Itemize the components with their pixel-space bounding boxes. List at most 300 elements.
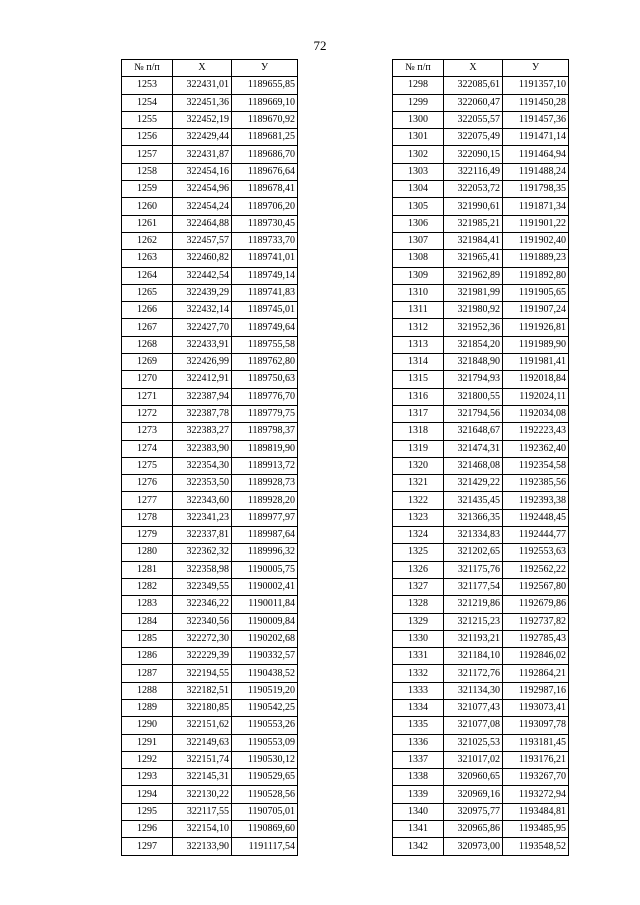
cell-number: 1306: [393, 215, 444, 232]
cell-y: 1192448,45: [503, 509, 569, 526]
table-row: [122, 423, 298, 440]
cell-number: 1302: [393, 146, 444, 163]
cell-x: 322433,91: [173, 336, 232, 353]
cell-x: 322085,61: [444, 77, 503, 94]
cell-number: 1272: [122, 405, 173, 422]
cell-number: 1255: [122, 111, 173, 128]
cell-x: 322442,54: [173, 267, 232, 284]
cell-number: 1276: [122, 475, 173, 492]
cell-x: 322229,39: [173, 648, 232, 665]
cell-number: 1281: [122, 561, 173, 578]
cell-x: 322133,90: [173, 838, 232, 855]
cell-x: 322151,62: [173, 717, 232, 734]
table-row: [393, 181, 569, 198]
table-row: [122, 405, 298, 422]
cell-x: 320965,86: [444, 821, 503, 838]
cell-number: 1305: [393, 198, 444, 215]
cell-number: 1296: [122, 821, 173, 838]
cell-number: 1259: [122, 181, 173, 198]
table-row: [393, 267, 569, 284]
table-row: [393, 665, 569, 682]
table-row: [393, 129, 569, 146]
cell-y: 1193272,94: [503, 786, 569, 803]
cell-number: 1287: [122, 665, 173, 682]
cell-number: 1267: [122, 319, 173, 336]
cell-number: 1329: [393, 613, 444, 630]
cell-x: 321202,65: [444, 544, 503, 561]
cell-x: 321648,67: [444, 423, 503, 440]
cell-number: 1256: [122, 129, 173, 146]
header-number: № п/п: [122, 60, 173, 77]
table-row: [122, 181, 298, 198]
cell-x: 321985,21: [444, 215, 503, 232]
cell-x: 322454,16: [173, 163, 232, 180]
cell-number: 1254: [122, 94, 173, 111]
table-row: [122, 821, 298, 838]
cell-number: 1303: [393, 163, 444, 180]
cell-y: 1192864,21: [503, 665, 569, 682]
cell-x: 321334,83: [444, 527, 503, 544]
table-row: [122, 163, 298, 180]
table-row: [122, 371, 298, 388]
cell-y: 1189741,83: [232, 284, 298, 301]
table-row: [393, 111, 569, 128]
table-row: [393, 232, 569, 249]
cell-number: 1311: [393, 302, 444, 319]
cell-number: 1294: [122, 786, 173, 803]
cell-number: 1280: [122, 544, 173, 561]
cell-number: 1266: [122, 302, 173, 319]
cell-y: 1193484,81: [503, 803, 569, 820]
cell-number: 1286: [122, 648, 173, 665]
table-row: [122, 457, 298, 474]
table-row: [393, 163, 569, 180]
table-row: [122, 613, 298, 630]
cell-y: 1191117,54: [232, 838, 298, 855]
cell-y: 1192567,80: [503, 578, 569, 595]
cell-y: 1193267,70: [503, 769, 569, 786]
cell-x: 322383,90: [173, 440, 232, 457]
table-row: [122, 561, 298, 578]
cell-number: 1320: [393, 457, 444, 474]
cell-x: 322383,27: [173, 423, 232, 440]
cell-y: 1189670,92: [232, 111, 298, 128]
cell-x: 322353,50: [173, 475, 232, 492]
cell-y: 1190005,75: [232, 561, 298, 578]
cell-number: 1330: [393, 630, 444, 647]
cell-number: 1270: [122, 371, 173, 388]
cell-x: 321435,45: [444, 492, 503, 509]
cell-x: 321474,31: [444, 440, 503, 457]
table-row: [393, 215, 569, 232]
cell-number: 1323: [393, 509, 444, 526]
coordinates-table-left: [121, 59, 298, 856]
cell-x: 322452,19: [173, 111, 232, 128]
cell-number: 1288: [122, 682, 173, 699]
cell-y: 1189750,63: [232, 371, 298, 388]
cell-number: 1277: [122, 492, 173, 509]
cell-y: 1189819,90: [232, 440, 298, 457]
cell-x: 321184,10: [444, 648, 503, 665]
table-row: [122, 492, 298, 509]
table-row: [122, 198, 298, 215]
cell-x: 321175,76: [444, 561, 503, 578]
table-row: [393, 388, 569, 405]
table-row: [393, 440, 569, 457]
cell-x: 321193,21: [444, 630, 503, 647]
cell-number: 1319: [393, 440, 444, 457]
table-row: [393, 648, 569, 665]
cell-number: 1297: [122, 838, 173, 855]
cell-number: 1298: [393, 77, 444, 94]
table-row: [393, 734, 569, 751]
table-row: [122, 284, 298, 301]
cell-y: 1189996,32: [232, 544, 298, 561]
table-row: [393, 423, 569, 440]
cell-y: 1192679,86: [503, 596, 569, 613]
cell-y: 1189928,20: [232, 492, 298, 509]
cell-y: 1189749,14: [232, 267, 298, 284]
cell-y: 1189755,58: [232, 336, 298, 353]
cell-x: 322464,88: [173, 215, 232, 232]
cell-x: 321366,35: [444, 509, 503, 526]
coordinates-table-right: [392, 59, 569, 856]
cell-number: 1293: [122, 769, 173, 786]
cell-y: 1191457,36: [503, 111, 569, 128]
cell-y: 1191871,34: [503, 198, 569, 215]
cell-number: 1264: [122, 267, 173, 284]
cell-x: 322346,22: [173, 596, 232, 613]
table-row: [393, 146, 569, 163]
cell-x: 321134,30: [444, 682, 503, 699]
cell-y: 1193181,45: [503, 734, 569, 751]
header-x: Х: [173, 60, 232, 77]
cell-number: 1309: [393, 267, 444, 284]
cell-x: 322151,74: [173, 751, 232, 768]
cell-y: 1189762,80: [232, 354, 298, 371]
cell-x: 321468,08: [444, 457, 503, 474]
cell-number: 1325: [393, 544, 444, 561]
cell-y: 1189706,20: [232, 198, 298, 215]
cell-number: 1283: [122, 596, 173, 613]
table-row: [122, 111, 298, 128]
cell-number: 1263: [122, 250, 173, 267]
table-row: [122, 440, 298, 457]
table-row: [393, 302, 569, 319]
table-row: [122, 648, 298, 665]
table-row: [393, 786, 569, 803]
cell-number: 1290: [122, 717, 173, 734]
cell-x: 322340,56: [173, 613, 232, 630]
cell-y: 1192018,84: [503, 371, 569, 388]
cell-y: 1192846,02: [503, 648, 569, 665]
cell-x: 322053,72: [444, 181, 503, 198]
cell-number: 1324: [393, 527, 444, 544]
cell-x: 321984,41: [444, 232, 503, 249]
header-number: № п/п: [393, 60, 444, 77]
cell-number: 1315: [393, 371, 444, 388]
cell-y: 1189741,01: [232, 250, 298, 267]
cell-y: 1192024,11: [503, 388, 569, 405]
cell-y: 1189749,64: [232, 319, 298, 336]
cell-number: 1284: [122, 613, 173, 630]
cell-y: 1192785,43: [503, 630, 569, 647]
cell-x: 322454,24: [173, 198, 232, 215]
cell-y: 1191901,22: [503, 215, 569, 232]
cell-y: 1189669,10: [232, 94, 298, 111]
cell-number: 1273: [122, 423, 173, 440]
cell-number: 1310: [393, 284, 444, 301]
table-row: [122, 475, 298, 492]
table-row: [122, 354, 298, 371]
cell-y: 1192393,38: [503, 492, 569, 509]
table-row: [393, 544, 569, 561]
cell-y: 1191357,10: [503, 77, 569, 94]
cell-y: 1189987,64: [232, 527, 298, 544]
cell-x: 322337,81: [173, 527, 232, 544]
cell-number: 1335: [393, 717, 444, 734]
cell-y: 1189686,70: [232, 146, 298, 163]
cell-x: 321965,41: [444, 250, 503, 267]
cell-number: 1328: [393, 596, 444, 613]
cell-y: 1190438,52: [232, 665, 298, 682]
table-row: [393, 371, 569, 388]
table-row: [393, 250, 569, 267]
cell-number: 1338: [393, 769, 444, 786]
cell-y: 1193073,41: [503, 699, 569, 716]
cell-x: 321980,92: [444, 302, 503, 319]
cell-y: 1190002,41: [232, 578, 298, 595]
cell-number: 1313: [393, 336, 444, 353]
cell-y: 1190011,84: [232, 596, 298, 613]
cell-x: 322145,31: [173, 769, 232, 786]
cell-x: 321981,99: [444, 284, 503, 301]
cell-x: 322358,98: [173, 561, 232, 578]
cell-y: 1191905,65: [503, 284, 569, 301]
table-row: [393, 475, 569, 492]
table-row: [122, 77, 298, 94]
cell-y: 1190519,20: [232, 682, 298, 699]
cell-x: 321172,76: [444, 665, 503, 682]
cell-x: 322154,10: [173, 821, 232, 838]
cell-number: 1295: [122, 803, 173, 820]
table-row: [393, 561, 569, 578]
table-row: [393, 630, 569, 647]
table-row: [393, 336, 569, 353]
table-row: [122, 734, 298, 751]
cell-number: 1337: [393, 751, 444, 768]
table-row: [122, 578, 298, 595]
cell-number: 1312: [393, 319, 444, 336]
cell-y: 1189798,37: [232, 423, 298, 440]
cell-y: 1189681,25: [232, 129, 298, 146]
cell-number: 1333: [393, 682, 444, 699]
cell-number: 1257: [122, 146, 173, 163]
table-row: [122, 319, 298, 336]
cell-number: 1282: [122, 578, 173, 595]
cell-number: 1340: [393, 803, 444, 820]
cell-y: 1189928,73: [232, 475, 298, 492]
table-row: [393, 821, 569, 838]
table-row: [122, 596, 298, 613]
table-row: [122, 146, 298, 163]
cell-y: 1191450,28: [503, 94, 569, 111]
cell-y: 1192553,63: [503, 544, 569, 561]
cell-x: 322116,49: [444, 163, 503, 180]
table-row: [393, 838, 569, 855]
cell-y: 1189977,97: [232, 509, 298, 526]
cell-x: 322182,51: [173, 682, 232, 699]
cell-number: 1301: [393, 129, 444, 146]
cell-x: 322362,32: [173, 544, 232, 561]
cell-number: 1308: [393, 250, 444, 267]
header-x: Х: [444, 60, 503, 77]
cell-y: 1192737,82: [503, 613, 569, 630]
table-row: [122, 769, 298, 786]
cell-number: 1262: [122, 232, 173, 249]
cell-y: 1193097,78: [503, 717, 569, 734]
cell-y: 1190202,68: [232, 630, 298, 647]
table-row: [393, 354, 569, 371]
cell-number: 1332: [393, 665, 444, 682]
cell-x: 322194,55: [173, 665, 232, 682]
cell-x: 322431,87: [173, 146, 232, 163]
cell-x: 322055,57: [444, 111, 503, 128]
cell-number: 1331: [393, 648, 444, 665]
cell-y: 1189913,72: [232, 457, 298, 474]
cell-number: 1258: [122, 163, 173, 180]
table-row: [393, 803, 569, 820]
cell-y: 1189779,75: [232, 405, 298, 422]
cell-y: 1192385,56: [503, 475, 569, 492]
table-row: [393, 94, 569, 111]
cell-x: 322457,57: [173, 232, 232, 249]
cell-x: 322180,85: [173, 699, 232, 716]
cell-number: 1278: [122, 509, 173, 526]
cell-x: 321854,20: [444, 336, 503, 353]
cell-number: 1291: [122, 734, 173, 751]
cell-x: 322090,15: [444, 146, 503, 163]
table-row: [122, 803, 298, 820]
cell-y: 1192444,77: [503, 527, 569, 544]
cell-number: 1334: [393, 699, 444, 716]
table-row: [393, 492, 569, 509]
cell-x: 322149,63: [173, 734, 232, 751]
table-row: [393, 198, 569, 215]
cell-x: 322460,82: [173, 250, 232, 267]
table-row: [393, 769, 569, 786]
cell-y: 1191902,40: [503, 232, 569, 249]
table-row: [122, 215, 298, 232]
table-row: [393, 284, 569, 301]
table-header-row: [393, 60, 569, 77]
cell-x: 322387,94: [173, 388, 232, 405]
cell-number: 1299: [393, 94, 444, 111]
cell-number: 1289: [122, 699, 173, 716]
cell-y: 1190530,12: [232, 751, 298, 768]
cell-y: 1191981,41: [503, 354, 569, 371]
cell-number: 1300: [393, 111, 444, 128]
table-row: [393, 596, 569, 613]
cell-x: 322354,30: [173, 457, 232, 474]
cell-x: 320975,77: [444, 803, 503, 820]
cell-y: 1189730,45: [232, 215, 298, 232]
cell-y: 1191471,14: [503, 129, 569, 146]
cell-number: 1314: [393, 354, 444, 371]
cell-number: 1269: [122, 354, 173, 371]
cell-y: 1189776,70: [232, 388, 298, 405]
cell-x: 321177,54: [444, 578, 503, 595]
cell-number: 1317: [393, 405, 444, 422]
table-row: [393, 699, 569, 716]
cell-y: 1190529,65: [232, 769, 298, 786]
cell-x: 322075,49: [444, 129, 503, 146]
cell-y: 1190705,01: [232, 803, 298, 820]
cell-number: 1271: [122, 388, 173, 405]
cell-y: 1192987,16: [503, 682, 569, 699]
cell-number: 1326: [393, 561, 444, 578]
table-row: [122, 717, 298, 734]
cell-y: 1191907,24: [503, 302, 569, 319]
cell-y: 1190542,25: [232, 699, 298, 716]
cell-y: 1191889,23: [503, 250, 569, 267]
cell-x: 322432,14: [173, 302, 232, 319]
cell-x: 321848,90: [444, 354, 503, 371]
cell-x: 321429,22: [444, 475, 503, 492]
table-row: [393, 527, 569, 544]
cell-x: 322341,23: [173, 509, 232, 526]
cell-y: 1190528,56: [232, 786, 298, 803]
table-row: [122, 786, 298, 803]
cell-y: 1190869,60: [232, 821, 298, 838]
cell-y: 1190009,84: [232, 613, 298, 630]
table-row: [393, 77, 569, 94]
table-row: [393, 613, 569, 630]
cell-y: 1192223,43: [503, 423, 569, 440]
table-row: [122, 838, 298, 855]
cell-number: 1318: [393, 423, 444, 440]
header-y: У: [232, 60, 298, 77]
table-row: [122, 302, 298, 319]
table-row: [393, 319, 569, 336]
cell-number: 1342: [393, 838, 444, 855]
table-row: [122, 544, 298, 561]
table-row: [393, 717, 569, 734]
cell-number: 1253: [122, 77, 173, 94]
cell-x: 321952,36: [444, 319, 503, 336]
cell-x: 322431,01: [173, 77, 232, 94]
table-row: [393, 405, 569, 422]
cell-y: 1191989,90: [503, 336, 569, 353]
cell-x: 321794,56: [444, 405, 503, 422]
cell-y: 1189676,64: [232, 163, 298, 180]
cell-number: 1285: [122, 630, 173, 647]
cell-number: 1261: [122, 215, 173, 232]
table-row: [122, 129, 298, 146]
cell-y: 1189745,01: [232, 302, 298, 319]
cell-number: 1265: [122, 284, 173, 301]
cell-y: 1191892,80: [503, 267, 569, 284]
cell-x: 322451,36: [173, 94, 232, 111]
table-row: [122, 630, 298, 647]
cell-y: 1193176,21: [503, 751, 569, 768]
cell-number: 1279: [122, 527, 173, 544]
cell-x: 322387,78: [173, 405, 232, 422]
table-row: [122, 682, 298, 699]
cell-x: 320960,65: [444, 769, 503, 786]
cell-x: 321017,02: [444, 751, 503, 768]
cell-number: 1275: [122, 457, 173, 474]
